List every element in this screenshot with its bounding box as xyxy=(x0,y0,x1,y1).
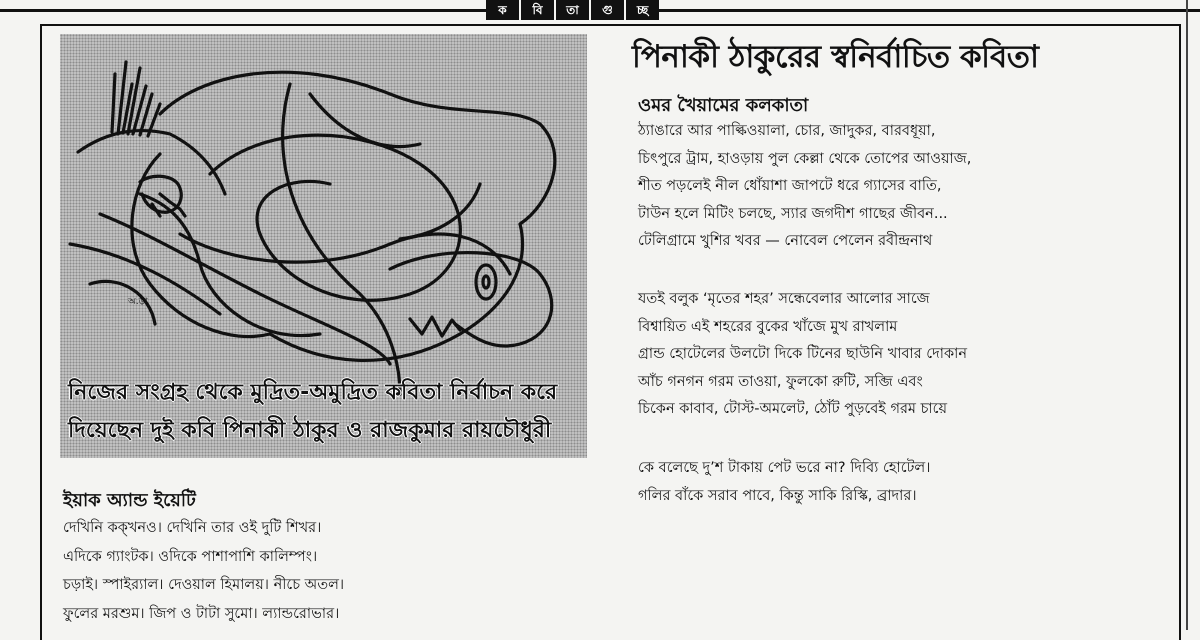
section-letter: বি xyxy=(521,0,556,20)
article-title: পিনাকী ঠাকুরের স্বনির্বাচিত কবিতা xyxy=(632,39,1039,75)
header-rule-left xyxy=(0,9,486,12)
illustration-caption xyxy=(68,374,583,450)
section-label xyxy=(486,0,659,20)
poem-stanza xyxy=(638,455,930,510)
illustration-panel xyxy=(60,34,587,458)
poem-line: কে বলেছে দু’শ টাকায় পেট ভরে না? দিব্যি হোটেল। xyxy=(638,460,931,476)
poem-line: চড়াই। স্পাইর‍্যাল। দেওয়াল হিমালয়। নীচে অতল। xyxy=(63,577,345,593)
section-header xyxy=(0,0,1200,24)
poem-stanza xyxy=(63,514,344,628)
caption-line: দিয়েছেন দুই কবি পিনাকী ঠাকুর ও রাজকুমার রায়চৌধুরী xyxy=(68,418,552,443)
poem-line: চিকেন কাবাব, টোস্ট-অমলেট, ঠোঁট পুড়বেই গরম চায়ে xyxy=(638,401,947,417)
poem-line: চিৎপুরে ট্রাম, হাওড়ায় পুল কেল্লা থেকে তোপের আওয়াজ, xyxy=(638,150,972,167)
poem-line: শীত পড়লেই নীল ধোঁয়াশা জাপটে ধরে গ্যাসের বাতি, xyxy=(638,178,942,194)
poem-title: ইয়াক অ্যান্ড ইয়েটি xyxy=(63,490,196,511)
header-rule-right xyxy=(659,9,1200,12)
poem-line: বিশ্বায়িত এই শহরের বুকের খাঁজে মুখ রাখলাম xyxy=(638,318,898,335)
poem-stanza xyxy=(638,118,971,256)
poem-line: টাউন হলে মিটিং চলছে, স্যার জগদীশ গাছের জীবন... xyxy=(638,205,948,222)
poem-line: দেখিনি কক্খনও। দেখিনি তার ওই দুটি শিখর। xyxy=(63,520,322,536)
caption-line: নিজের সংগ্রহ থেকে মুদ্রিত-অমুদ্রিত কবিতা নির্বাচন করে xyxy=(68,380,558,405)
poem-title: ওমর খৈয়ামের কলকাতা xyxy=(638,95,809,116)
artist-signature: অ.ড়া xyxy=(128,297,148,307)
poem-stanza xyxy=(638,286,967,424)
poem-line: এদিকে গ্যাংটক। ওদিকে পাশাপাশি কালিম্পং। xyxy=(63,548,318,565)
poem-line: যতই বলুক ‘মৃতের শহর’ সন্ধেবেলার আলোর সাজে xyxy=(638,291,930,307)
section-letter: গু xyxy=(591,0,626,20)
section-letter: তা xyxy=(556,0,591,20)
scan-edge xyxy=(1186,0,1188,630)
section-letter: ক xyxy=(486,0,521,20)
poem-line: টেলিগ্রামে খুশির খবর — নোবেল পেলেন রবীন্দ্রনাথ xyxy=(638,233,933,249)
poem-line: ঠ্যাঙারে আর পাল্কিওয়ালা, চোর, জাদুকর, বারবধূয়া, xyxy=(638,123,936,139)
poem-line: গ্রান্ড হোটেলের উলটো দিকে টিনের ছাউনি খাবার দোকান xyxy=(638,346,967,362)
poem-line: ফুলের মরশুম। জিপ ও টাটা সুমো। ল্যান্ডরোভার। xyxy=(63,605,340,622)
section-letter: চ্ছ xyxy=(636,3,649,17)
poem-line: গলির বাঁকে সরাব পাবে, কিন্তু সাকি রিস্কি, ব্রাদার। xyxy=(638,487,917,504)
poem-line: আঁচ গনগন গরম তাওয়া, ফুলকো রুটি, সব্জি এবং xyxy=(638,373,923,390)
